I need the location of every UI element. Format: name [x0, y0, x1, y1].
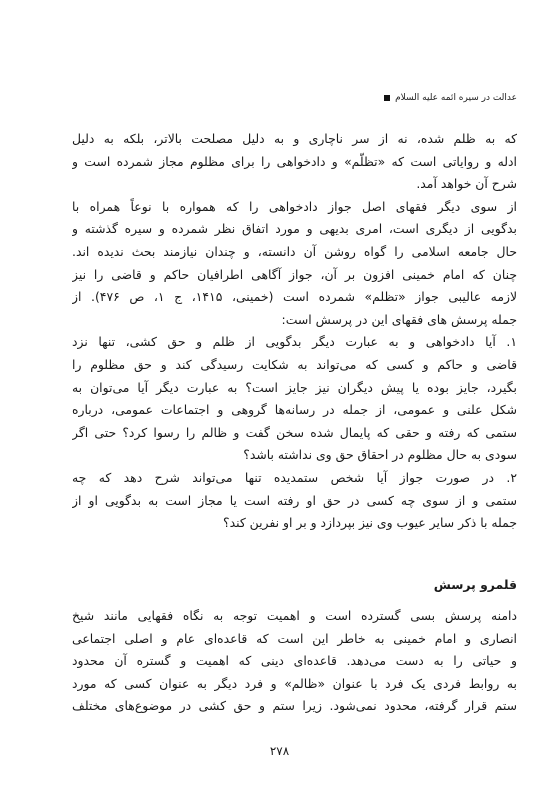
text-line: و حیاتی را به دست می‌دهد. قاعده‌ای دینی که اهمیت و گستره آن محدود: [72, 653, 517, 669]
text-line: حال جامعه اسلامی را گواه روشن آن دانسته، و چندان نیازمند بحث ندیده اند.: [72, 243, 517, 259]
text-line: چنان که امام خمینی افزون بر آن، جواز آگاهی اطرافیان حاکم و قاضی را نیز: [72, 266, 517, 282]
text-line: ۲. در صورت جواز آیا شخص ستمدیده تنها می‌تواند شرح دهد که چه: [72, 469, 517, 485]
body-text: [72, 128, 517, 535]
text-line: به روابط فردی یک فرد با عنوان «ظالم» و فرد دیگر به عنوان کسی که مورد: [72, 675, 517, 691]
text-line: جمله پرسش های فقهای این در پرسش است:: [281, 311, 517, 327]
text-line: که به ظلم شده، نه از سر ناچاری و به دلیل مصلحت بالاتر، بلکه به دلیل: [72, 131, 517, 146]
text-line: ستمی و از سوی چه کسی در حق او رفته است یا مجاز است به بدگویی او از: [72, 492, 517, 508]
header-square-marker: [384, 95, 390, 101]
page-number: ۲۷۸: [269, 744, 290, 758]
text-line: از سوی دیگر فقهای اصل جواز دادخواهی را که همواره با نوعاً همراه با: [72, 198, 517, 214]
text-line: سودی به حال مظلوم در احقاق حق وی نداشته باشد؟: [243, 447, 517, 463]
section-heading: قلمرو پرسش: [433, 577, 517, 592]
text-line: جمله با ذکر سایر عیوب وی نیز بپردازد و بر او نفرین کند؟: [223, 515, 517, 531]
text-line: دامنه پرسش بسی گسترده است و اهمیت توجه به نگاه فقهایی مانند شیخ: [72, 608, 517, 623]
text-line: ستم قرار گرفته، محدود نمی‌شود. زیرا ستم و حق کشی در موضوع‌های مختلف: [72, 698, 517, 714]
text-line: بدگویی از دیگری است، امری بدیهی و مورد اتفاق نظر شمرده و سیره گذشته و: [72, 221, 517, 237]
text-line: لازمه عالیبی جواز «تظلم» شمرده است (خمینی، ۱۴۱۵، ج ۱، ص ۴۷۶). از: [72, 289, 517, 305]
text-line: بگیرد، جایز بوده یا پیش دیگران نیز جایز است؟ به عبارت دیگر آیا می‌توان به: [72, 379, 517, 395]
text-line: قاضی و حاکم و کسی که می‌تواند به شکایت رسیدگی کند و حق مظلوم را: [72, 356, 517, 372]
text-line: ادله و روایاتی است که «تظلّم» و دادخواهی را برای مظلوم مجاز شمرده است و: [72, 153, 517, 169]
running-header: [384, 93, 517, 103]
running-title: عدالت در سیره ائمه علیه السلام: [395, 93, 517, 103]
text-line: شکل علنی و عمومی، از جمله در رسانه‌ها گروهی و اجتماعات عمومی، درباره: [72, 402, 517, 418]
text-line: انصاری و امام خمینی به خاطر این است که قاعده‌ای عام و اصلی اجتماعی: [72, 630, 517, 646]
text-line: ۱. آیا دادخواهی و به عبارت دیگر بدگویی از ظلم و حق کشی، تنها نزد: [72, 334, 517, 350]
text-line: شرح آن خواهد آمد.: [416, 176, 517, 192]
text-line: ستمی که رفته و حقی که پایمال شده سخن گفت و ظالم را رسوا کرد؟ حتی اگر: [72, 424, 517, 440]
section-body-text: [72, 605, 517, 718]
